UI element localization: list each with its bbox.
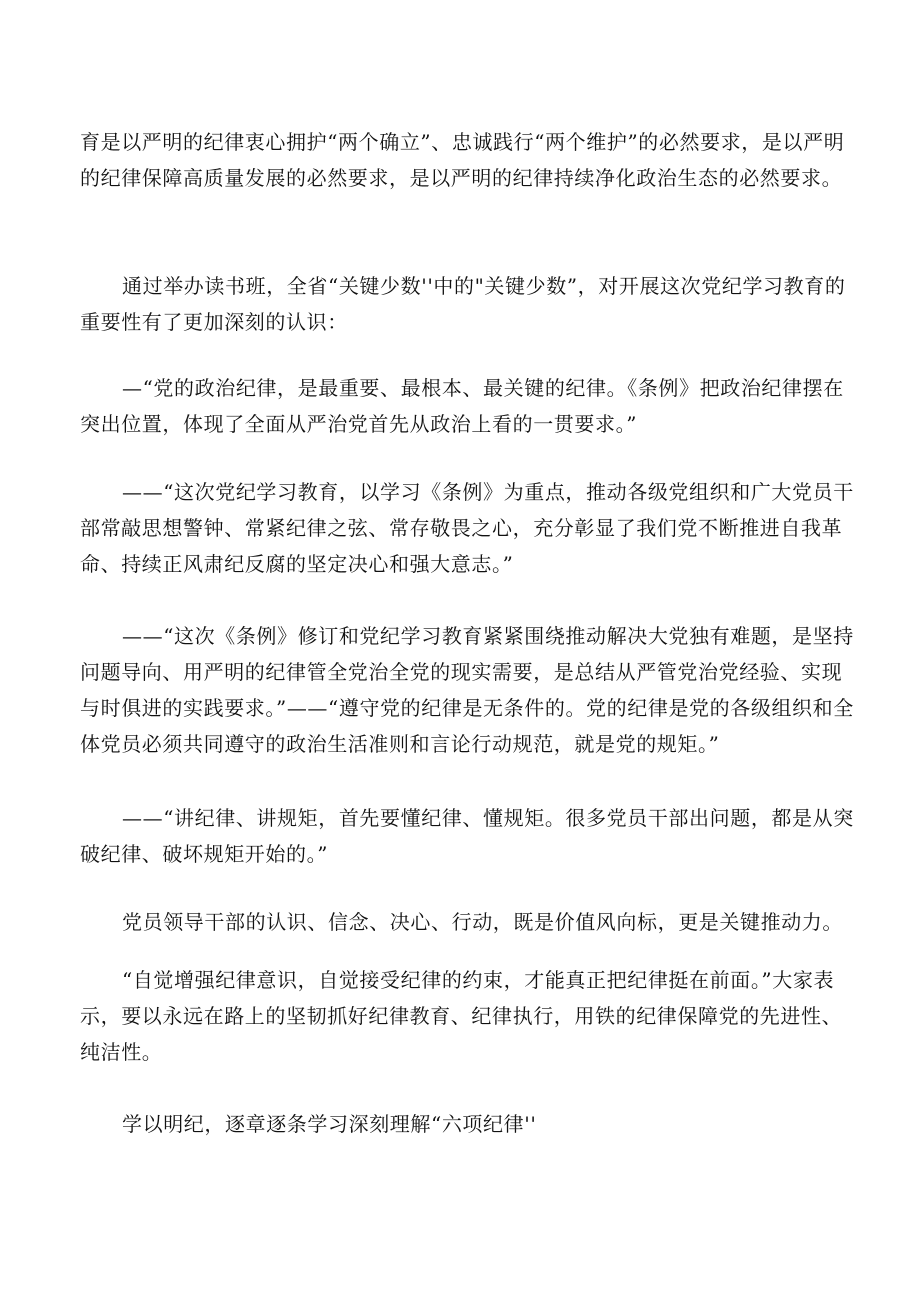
paragraph-8: “自觉增强纪律意识，自觉接受纪律的约束，才能真正把纪律挺在前面。”大家表示，要以永远在路上的坚韧抓好纪律教育、纪律执行，用铁的纪律保障党的先进性、纯洁性。 — [80, 968, 843, 1064]
paragraph-9: 学以明纪，逐章逐条学习深刻理解“六项纪律'' — [122, 1112, 537, 1136]
paragraph-5: ——“这次《条例》修订和党纪学习教育紧紧围绕推动解决大党独有难题，是坚持问题导向、用严明的纪律管全党治全党的现实需要，是总结从严管党治党经验、实现与时俱进的实践要求。”——“遵守党的纪律是无条件的。党的纪律是党的各级组织和全体党员必须共同遵守的政治生活准则和言论行动规范，就是党的规矩。” — [80, 624, 854, 756]
paragraph-2: 通过举办读书班，全省“关键少数''中的"关键少数”，对开展这次党纪学习教育的重要性有了更加深刻的认识： — [80, 274, 846, 334]
paragraph-3: —“党的政治纪律，是最重要、最根本、最关键的纪律。《条例》把政治纪律摆在突出位置，体现了全面从严治党首先从政治上看的一贯要求。” — [80, 376, 844, 436]
paragraph-1: 育是以严明的纪律衷心拥护“两个确立”、忠诚践行“两个维护”的必然要求，是以严明的纪律保障高质量发展的必然要求，是以严明的纪律持续净化政治生态的必然要求。 — [80, 130, 845, 190]
paragraph-6: ——“讲纪律、讲规矩，首先要懂纪律、懂规矩。很多党员干部出问题，都是从突破纪律、破坏规矩开始的。” — [80, 806, 854, 866]
paragraph-4: ——“这次党纪学习教育，以学习《条例》为重点，推动各级党组织和广大党员干部常敲思想警钟、常紧纪律之弦、常存敬畏之心，充分彰显了我们党不断推进自我革命、持续正风肃纪反腐的坚定决心和强大意志。” — [80, 480, 854, 576]
paragraph-7: 党员领导干部的认识、信念、决心、行动，既是价值风向标，更是关键推动力。 — [122, 910, 843, 934]
